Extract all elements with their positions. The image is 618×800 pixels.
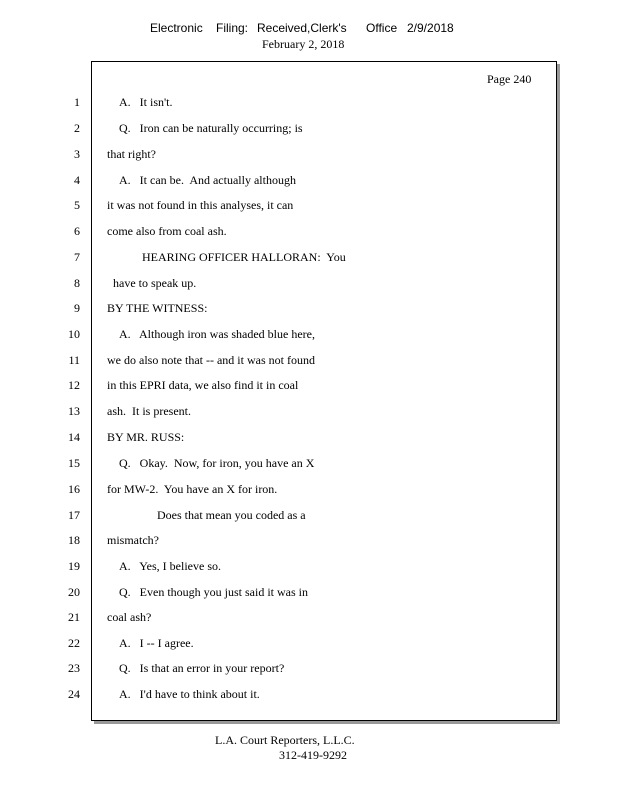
- line-number: 12: [68, 378, 80, 392]
- line-text: that right?: [107, 147, 156, 161]
- line-number: 4: [74, 173, 80, 187]
- line-text: A. It can be. And actually although: [119, 173, 296, 187]
- reporter-phone: 312-419-9292: [279, 748, 347, 762]
- line-number: 17: [68, 508, 80, 522]
- stamp-electronic: Electronic: [150, 21, 203, 35]
- line-number: 15: [68, 456, 80, 470]
- line-text: A. I -- I agree.: [119, 636, 194, 650]
- filing-date: February 2, 2018: [262, 37, 345, 51]
- line-text: ash. It is present.: [107, 404, 191, 418]
- line-number: 5: [74, 198, 80, 212]
- line-text: Q. Iron can be naturally occurring; is: [119, 121, 303, 135]
- line-text: come also from coal ash.: [107, 224, 227, 238]
- line-text: A. Yes, I believe so.: [119, 559, 221, 573]
- line-number: 1: [74, 95, 80, 109]
- line-number: 18: [68, 533, 80, 547]
- line-text: Q. Okay. Now, for iron, you have an X: [119, 456, 315, 470]
- filing-stamp: [0, 21, 618, 37]
- line-number: 3: [74, 147, 80, 161]
- reporter-company: L.A. Court Reporters, L.L.C.: [215, 733, 355, 747]
- line-text: have to speak up.: [113, 276, 197, 290]
- line-text: HEARING OFFICER HALLORAN: You: [142, 250, 346, 264]
- line-text: coal ash?: [107, 610, 152, 624]
- line-text: for MW-2. You have an X for iron.: [107, 482, 278, 496]
- line-number: 20: [68, 585, 80, 599]
- line-number: 8: [74, 276, 80, 290]
- line-text: A. I'd have to think about it.: [119, 687, 260, 701]
- page-number: Page 240: [487, 72, 532, 86]
- line-number: 10: [68, 327, 80, 341]
- line-text: Does that mean you coded as a: [157, 508, 306, 522]
- line-number: 23: [68, 661, 80, 675]
- stamp-date: 2/9/2018: [407, 21, 454, 35]
- line-text: it was not found in this analyses, it can: [107, 198, 294, 212]
- line-text: in this EPRI data, we also find it in coal: [107, 378, 299, 392]
- line-text: BY THE WITNESS:: [107, 301, 208, 315]
- line-number: 6: [74, 224, 80, 238]
- line-text: Q. Is that an error in your report?: [119, 661, 285, 675]
- line-text: BY MR. RUSS:: [107, 430, 185, 444]
- line-text: A. It isn't.: [119, 95, 173, 109]
- line-number: 14: [68, 430, 80, 444]
- line-number: 21: [68, 610, 80, 624]
- line-text: Q. Even though you just said it was in: [119, 585, 308, 599]
- line-number: 19: [68, 559, 80, 573]
- line-number: 7: [74, 250, 80, 264]
- line-number: 16: [68, 482, 80, 496]
- line-number: 13: [68, 404, 80, 418]
- line-number: 2: [74, 121, 80, 135]
- stamp-office: Office: [366, 21, 398, 35]
- line-text: A. Although iron was shaded blue here,: [119, 327, 315, 341]
- stamp-filing: Filing:: [216, 21, 249, 35]
- line-number: 11: [68, 353, 80, 367]
- stamp-received-clerks: Received,Clerk's: [257, 21, 347, 35]
- line-number: 9: [74, 301, 80, 315]
- line-number: 24: [68, 687, 80, 701]
- line-text: we do also note that -- and it was not found: [107, 353, 315, 367]
- line-number: 22: [68, 636, 80, 650]
- line-text: mismatch?: [107, 533, 159, 547]
